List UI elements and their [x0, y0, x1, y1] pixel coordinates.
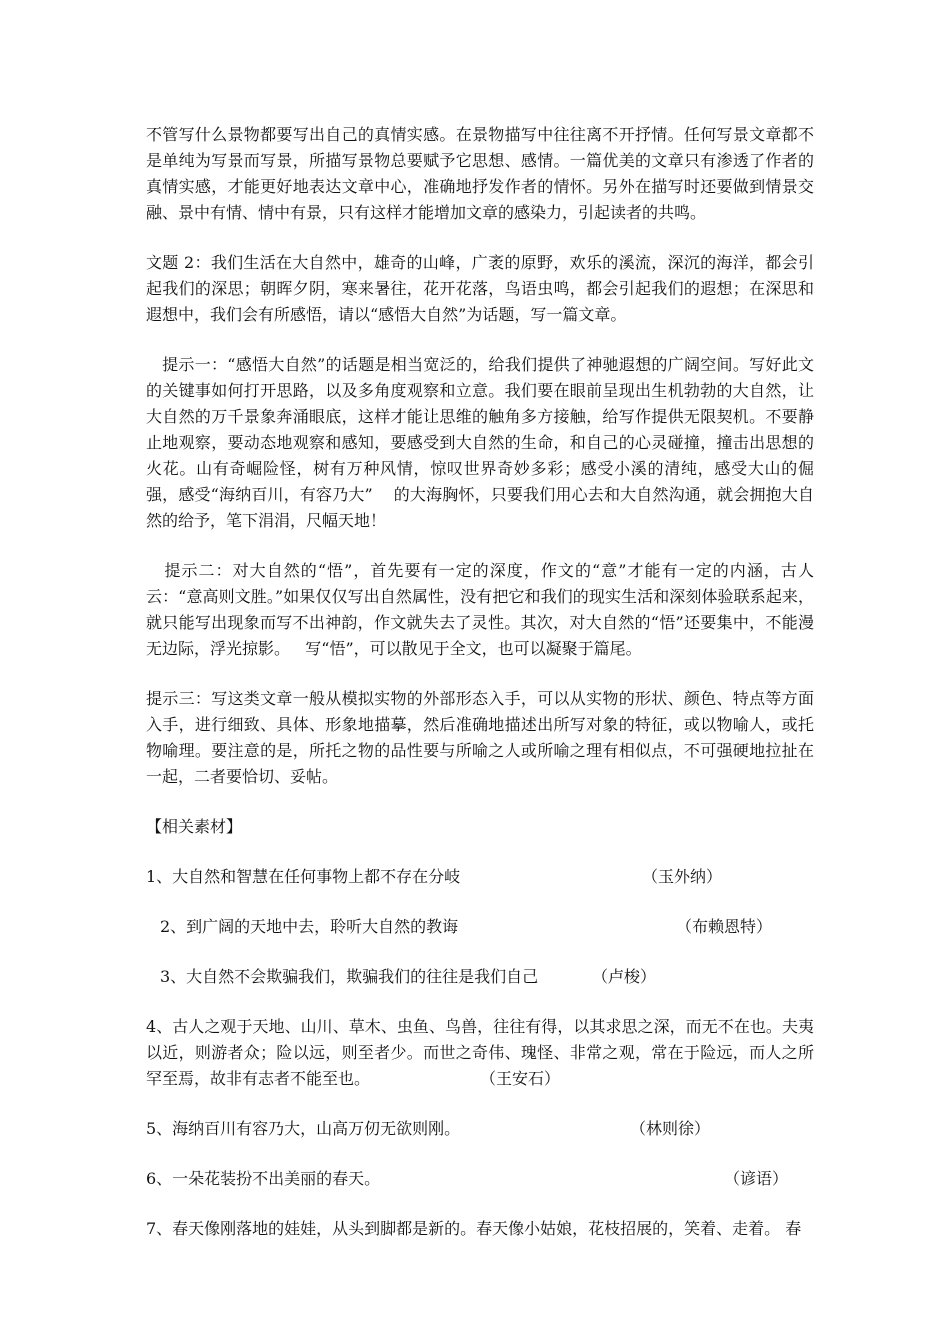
tip-3-paragraph: 提示三：写这类文章一般从模拟实物的外部形态入手，可以从实物的形状、颜色、特点等方面入手，进行细致、具体、形象地描摹，然后准确地描述出所写对象的特征，或以物喻人，或托物喻理。要注意的是，所托之物的品性要与所喻之人或所喻之理有相似点，不可强硬地拉扯在一起，二者要恰切、妥帖。	[146, 689, 814, 786]
quote-text: 7、春天像刚落地的娃娃，从头到脚都是新的。春天像小姑娘，花枝招展的，笑着、走着。 春	[146, 1219, 802, 1238]
quote-item-1	[146, 864, 814, 890]
quote-item-3	[146, 964, 814, 990]
quote-source: （卢梭）	[592, 967, 657, 986]
quote-source: （林则徐）	[630, 1119, 711, 1138]
quote-text: 6、一朵花装扮不出美丽的春天。	[146, 1169, 381, 1188]
quote-text: 5、海纳百川有容乃大，山高万仞无欲则刚。	[146, 1119, 461, 1138]
quote-text: 2、到广阔的天地中去，聆听大自然的教诲	[160, 917, 459, 936]
quote-text: 4、古人之观于天地、山川、草木、虫鱼、鸟兽，往往有得，以其求思之深，而无不在也。夫夷以近，则游者众；险以远，则至者少。而世之奇伟、瑰怪、非常之观，常在于险远，而人之所罕至焉，故非有志者不能至也。	[146, 1017, 814, 1088]
quote-text: 3、大自然不会欺骗我们，欺骗我们的往往是我们自己	[160, 967, 539, 986]
quote-source: （王安石）	[480, 1069, 561, 1088]
tip-1-paragraph: 提示一：“感悟大自然”的话题是相当宽泛的，给我们提供了神驰遐想的广阔空间。写好此文的关键事如何打开思路，以及多角度观察和立意。我们要在眼前呈现出生机勃勃的大自然，让大自然的万千景象奔涌眼底，这样才能让思维的触角多方接触，给写作提供无限契机。不要静止地观察，要动态地观察和感知，要感受到大自然的生命，和自己的心灵碰撞，撞击出思想的火花。山有奇崛险怪，树有万种风情，惊叹世界奇妙多彩；感受小溪的清纯，感受大山的倔强，感受“海纳百川，有容乃大” 的大海胸怀，只要我们用心去和大自然沟通，就会拥抱大自然的给予，笔下涓涓，尺幅天地！	[146, 355, 814, 530]
materials-heading: 【相关素材】	[146, 817, 243, 836]
topic-2-paragraph: 文题 2：我们生活在大自然中，雄奇的山峰，广袤的原野，欢乐的溪流，深沉的海洋，都会引起我们的深思；朝晖夕阴，寒来暑往，花开花落，鸟语虫鸣，都会引起我们的遐想；在深思和遐想中，我们会有所感悟，请以“感悟大自然”为话题，写一篇文章。	[146, 253, 814, 324]
tip-2-paragraph: 提示二：对大自然的“悟”，首先要有一定的深度，作文的“意”才能有一定的内涵，古人云：“意高则文胜。”如果仅仅写出自然属性，没有把它和我们的现实生活和深刻体验联系起来，就只能写出现象而写不出神韵，作文就失去了灵性。其次，对大自然的“悟”还要集中，不能漫无边际，浮光掠影。 写“悟”，可以散见于全文，也可以凝聚于篇尾。	[146, 561, 814, 658]
intro-paragraph: 不管写什么景物都要写出自己的真情实感。在景物描写中往往离不开抒情。任何写景文章都不是单纯为写景而写景，所描写景物总要赋予它思想、感情。一篇优美的文章只有渗透了作者的真情实感，才能更好地表达文章中心，准确地抒发作者的情怀。另外在描写时还要做到情景交融、景中有情、情中有景，只有这样才能增加文章的感染力，引起读者的共鸣。	[146, 125, 814, 222]
quote-text: 1、大自然和智慧在任何事物上都不存在分岐	[146, 867, 461, 886]
quote-item-2	[146, 914, 814, 940]
quote-source: （布赖恩特）	[676, 917, 773, 936]
quote-item-5	[146, 1116, 814, 1142]
quote-item-6	[146, 1166, 814, 1192]
quote-source: （谚语）	[724, 1169, 789, 1188]
quote-item-4	[146, 1014, 814, 1092]
document-page	[146, 122, 814, 1266]
quote-item-7	[146, 1216, 814, 1242]
quote-source: （玉外纳）	[642, 867, 723, 886]
